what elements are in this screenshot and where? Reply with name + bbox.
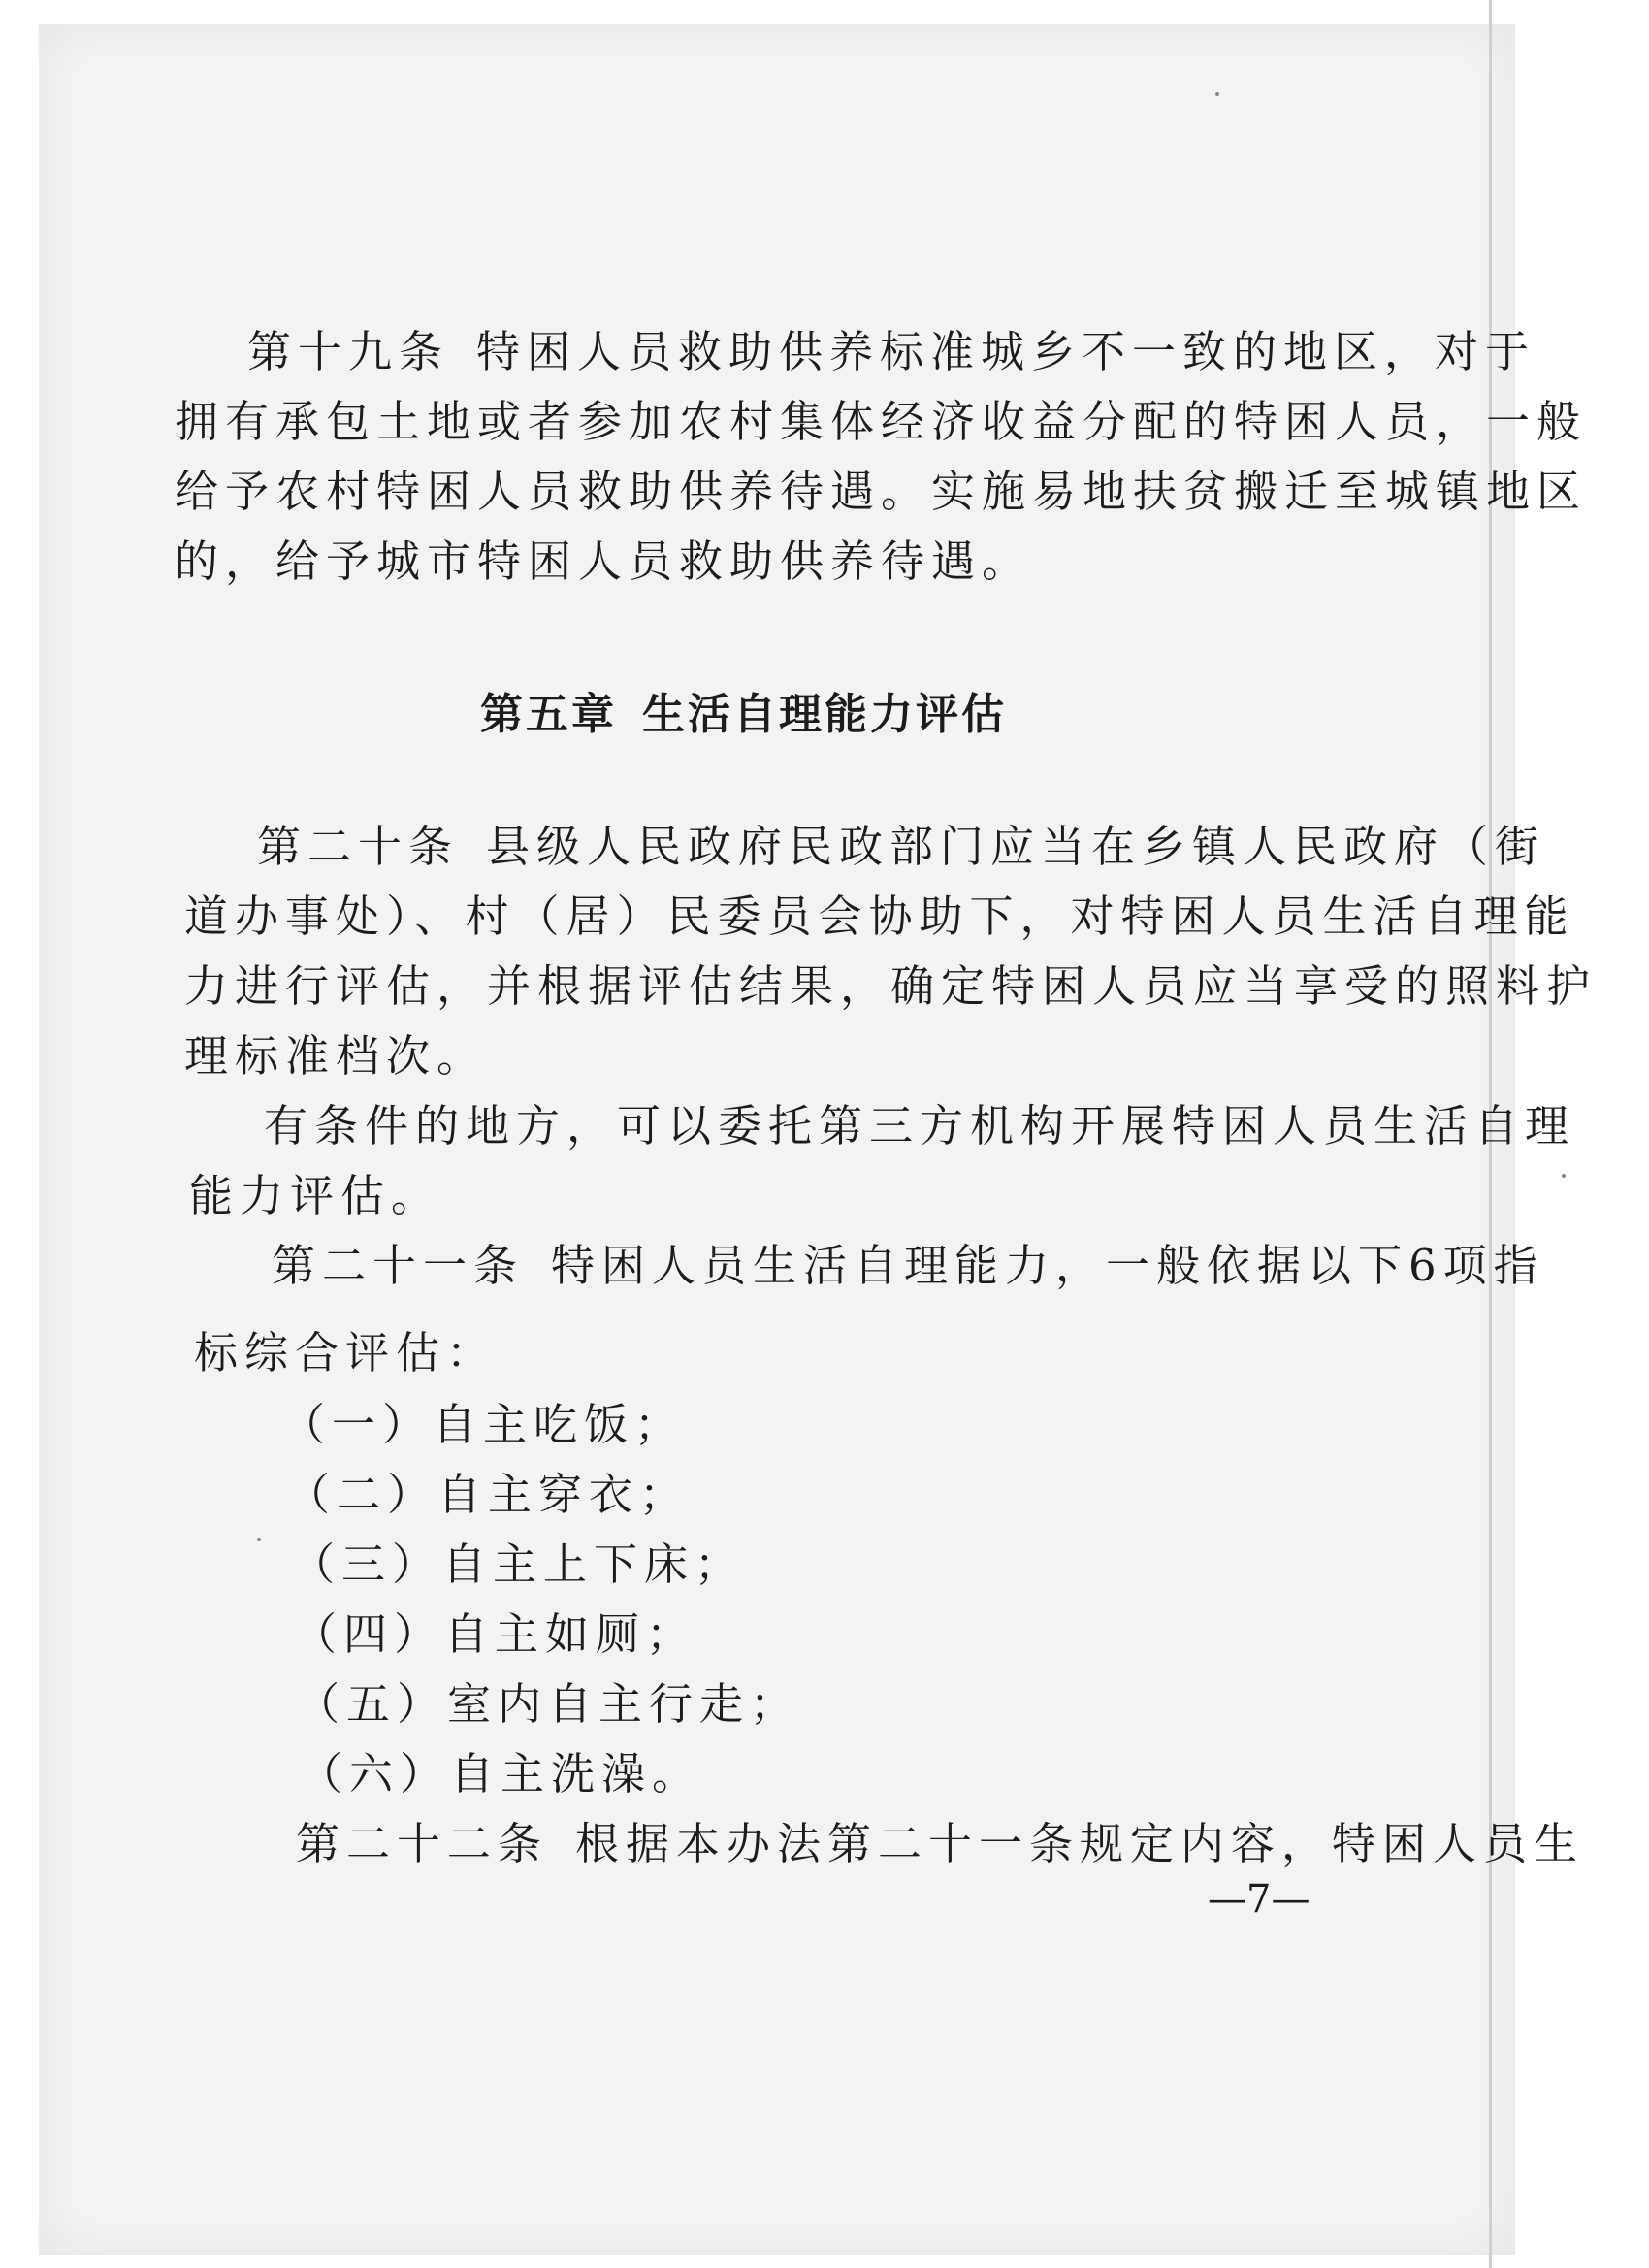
article-20-heading: 第二十条	[257, 821, 460, 872]
page-number: —7—	[1208, 1877, 1310, 1922]
scan-speck	[1215, 92, 1219, 96]
article-20-line-2: 道办事处）、村（居）民委员会协助下，对特困人员生活自理能	[184, 891, 1575, 942]
list-item-1: （一）自主吃饭；	[281, 1399, 686, 1450]
chapter-title: 生活自理能力评估	[642, 690, 1007, 739]
article-19-line-2: 拥有承包土地或者参加农村集体经济收益分配的特困人员，一般	[175, 396, 1588, 447]
chapter-number: 第五章	[480, 690, 617, 739]
list-item-6: （六）自主洗澡。	[299, 1748, 703, 1799]
article-19-line-4: 的，给予城市特困人员救助供养待遇。	[175, 535, 1033, 587]
list-item-4: （四）自主如厕；	[293, 1608, 697, 1660]
list-item-2: （二）自主穿衣；	[286, 1469, 691, 1520]
article-20-para2-line-2: 能力评估。	[189, 1170, 442, 1221]
article-19-line-3: 给予农村特困人员救助供养待遇。实施易地扶贫搬迁至城镇地区	[175, 466, 1588, 517]
article-20-para2-line-1: 有条件的地方，可以委托第三方机构开展特困人员生活自理	[264, 1100, 1576, 1151]
chapter-heading	[480, 679, 1007, 741]
scan-speck	[257, 1538, 261, 1541]
article-19-heading: 第十九条	[247, 326, 450, 377]
article-20-line-4: 理标准档次。	[184, 1030, 488, 1082]
article-21-line-2: 标综合评估：	[194, 1327, 498, 1378]
article-19-line-1: 第十九条 特困人员救助供养标准城乡不一致的地区，对于	[247, 326, 1536, 377]
list-item-5: （五）室内自主行走；	[296, 1678, 801, 1730]
list-item-3: （三）自主上下床；	[291, 1539, 746, 1590]
article-21-heading: 第二十一条	[272, 1240, 525, 1291]
article-22-heading: 第二十二条	[296, 1818, 549, 1869]
article-20-line-1: 第二十条 县级人民政府民政部门应当在乡镇人民政府（街	[257, 821, 1546, 872]
article-20-line-3: 力进行评估，并根据评估结果，确定特困人员应当享受的照料护	[184, 960, 1598, 1012]
article-22-line-1: 第二十二条 根据本办法第二十一条规定内容，特困人员生	[296, 1818, 1585, 1869]
article-21-line-1: 第二十一条 特困人员生活自理能力，一般依据以下6项指	[272, 1240, 1544, 1291]
scan-speck	[1562, 1174, 1566, 1178]
